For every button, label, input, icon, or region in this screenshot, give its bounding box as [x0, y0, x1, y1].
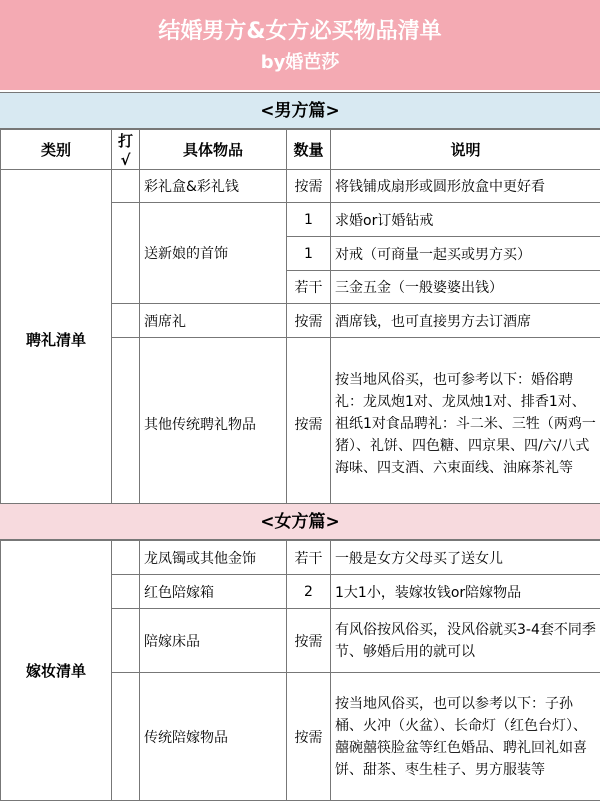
table-row: [1, 170, 600, 203]
check-cell[interactable]: [112, 203, 140, 304]
note-cell: 三金五金（一般婆婆出钱）: [331, 271, 600, 304]
note-cell: 1大1小，装嫁妆钱or陪嫁物品: [331, 575, 600, 609]
check-cell[interactable]: [112, 609, 140, 673]
item-cell: 传统陪嫁物品: [140, 673, 287, 801]
item-cell: 彩礼盒&彩礼钱: [140, 170, 287, 203]
header-item: 具体物品: [140, 130, 287, 170]
note-cell: 求婚or订婚钻戒: [331, 203, 600, 237]
check-cell[interactable]: [112, 170, 140, 203]
check-cell[interactable]: [112, 338, 140, 510]
note-cell: 按当地风俗买，也可参考以下：婚俗聘礼：龙凤炮1对、龙凤烛1对、排香1对、祖纸1对食品聘礼：斗二米、三牲（两鸡一猪）、礼饼、四色糖、四京果、四/六/八式海味、四支酒、六束面线、油麻茶礼等: [331, 338, 600, 510]
quantity-cell: 按需: [287, 170, 331, 203]
note-cell: 将钱铺成扇形或圆形放盒中更好看: [331, 170, 600, 203]
quantity-cell: 1: [287, 203, 331, 237]
note-cell: 酒席钱，也可直接男方去订酒席: [331, 304, 600, 338]
quantity-cell: 若干: [287, 271, 331, 304]
quantity-cell: 按需: [287, 673, 331, 801]
header-check: 打√: [112, 130, 140, 170]
title-banner: [0, 0, 600, 90]
category-cell: 嫁妆清单: [1, 541, 112, 801]
note-cell: 有风俗按风俗买，没风俗就买3-4套不同季节、够婚后用的就可以: [331, 609, 600, 673]
header-row: [1, 130, 600, 170]
header-quantity: 数量: [287, 130, 331, 170]
item-cell: 酒席礼: [140, 304, 287, 338]
quantity-cell: 1: [287, 237, 331, 271]
check-cell[interactable]: [112, 541, 140, 575]
quantity-cell: 若干: [287, 541, 331, 575]
item-cell: 其他传统聘礼物品: [140, 338, 287, 510]
category-cell: 聘礼清单: [1, 170, 112, 510]
quantity-cell: 2: [287, 575, 331, 609]
note-cell: 按当地风俗买，也可以参考以下：子孙桶、火冲（火盆）、长命灯（红色台灯）、囍碗囍筷脸盆等红色婚品、聘礼回礼如喜饼、甜茶、枣生桂子、男方服装等: [331, 673, 600, 801]
male-section-title: <男方篇>: [0, 92, 600, 129]
note-cell: 对戒（可商量一起买或男方买）: [331, 237, 600, 271]
quantity-cell: 按需: [287, 609, 331, 673]
female-table: [0, 540, 600, 801]
female-section-title: <女方篇>: [0, 503, 600, 540]
male-table: [0, 129, 600, 510]
header-note: 说明: [331, 130, 600, 170]
check-cell[interactable]: [112, 304, 140, 338]
item-cell: 红色陪嫁箱: [140, 575, 287, 609]
item-cell: 龙凤镯或其他金饰: [140, 541, 287, 575]
item-cell: 送新娘的首饰: [140, 203, 287, 304]
table-row: [1, 541, 600, 575]
quantity-cell: 按需: [287, 304, 331, 338]
item-cell: 陪嫁床品: [140, 609, 287, 673]
check-cell[interactable]: [112, 575, 140, 609]
quantity-cell: 按需: [287, 338, 331, 510]
page-title: 结婚男方&女方必买物品清单: [158, 19, 442, 44]
check-cell[interactable]: [112, 673, 140, 801]
header-category: 类别: [1, 130, 112, 170]
page-subtitle: by婚芭莎: [260, 52, 340, 73]
note-cell: 一般是女方父母买了送女儿: [331, 541, 600, 575]
